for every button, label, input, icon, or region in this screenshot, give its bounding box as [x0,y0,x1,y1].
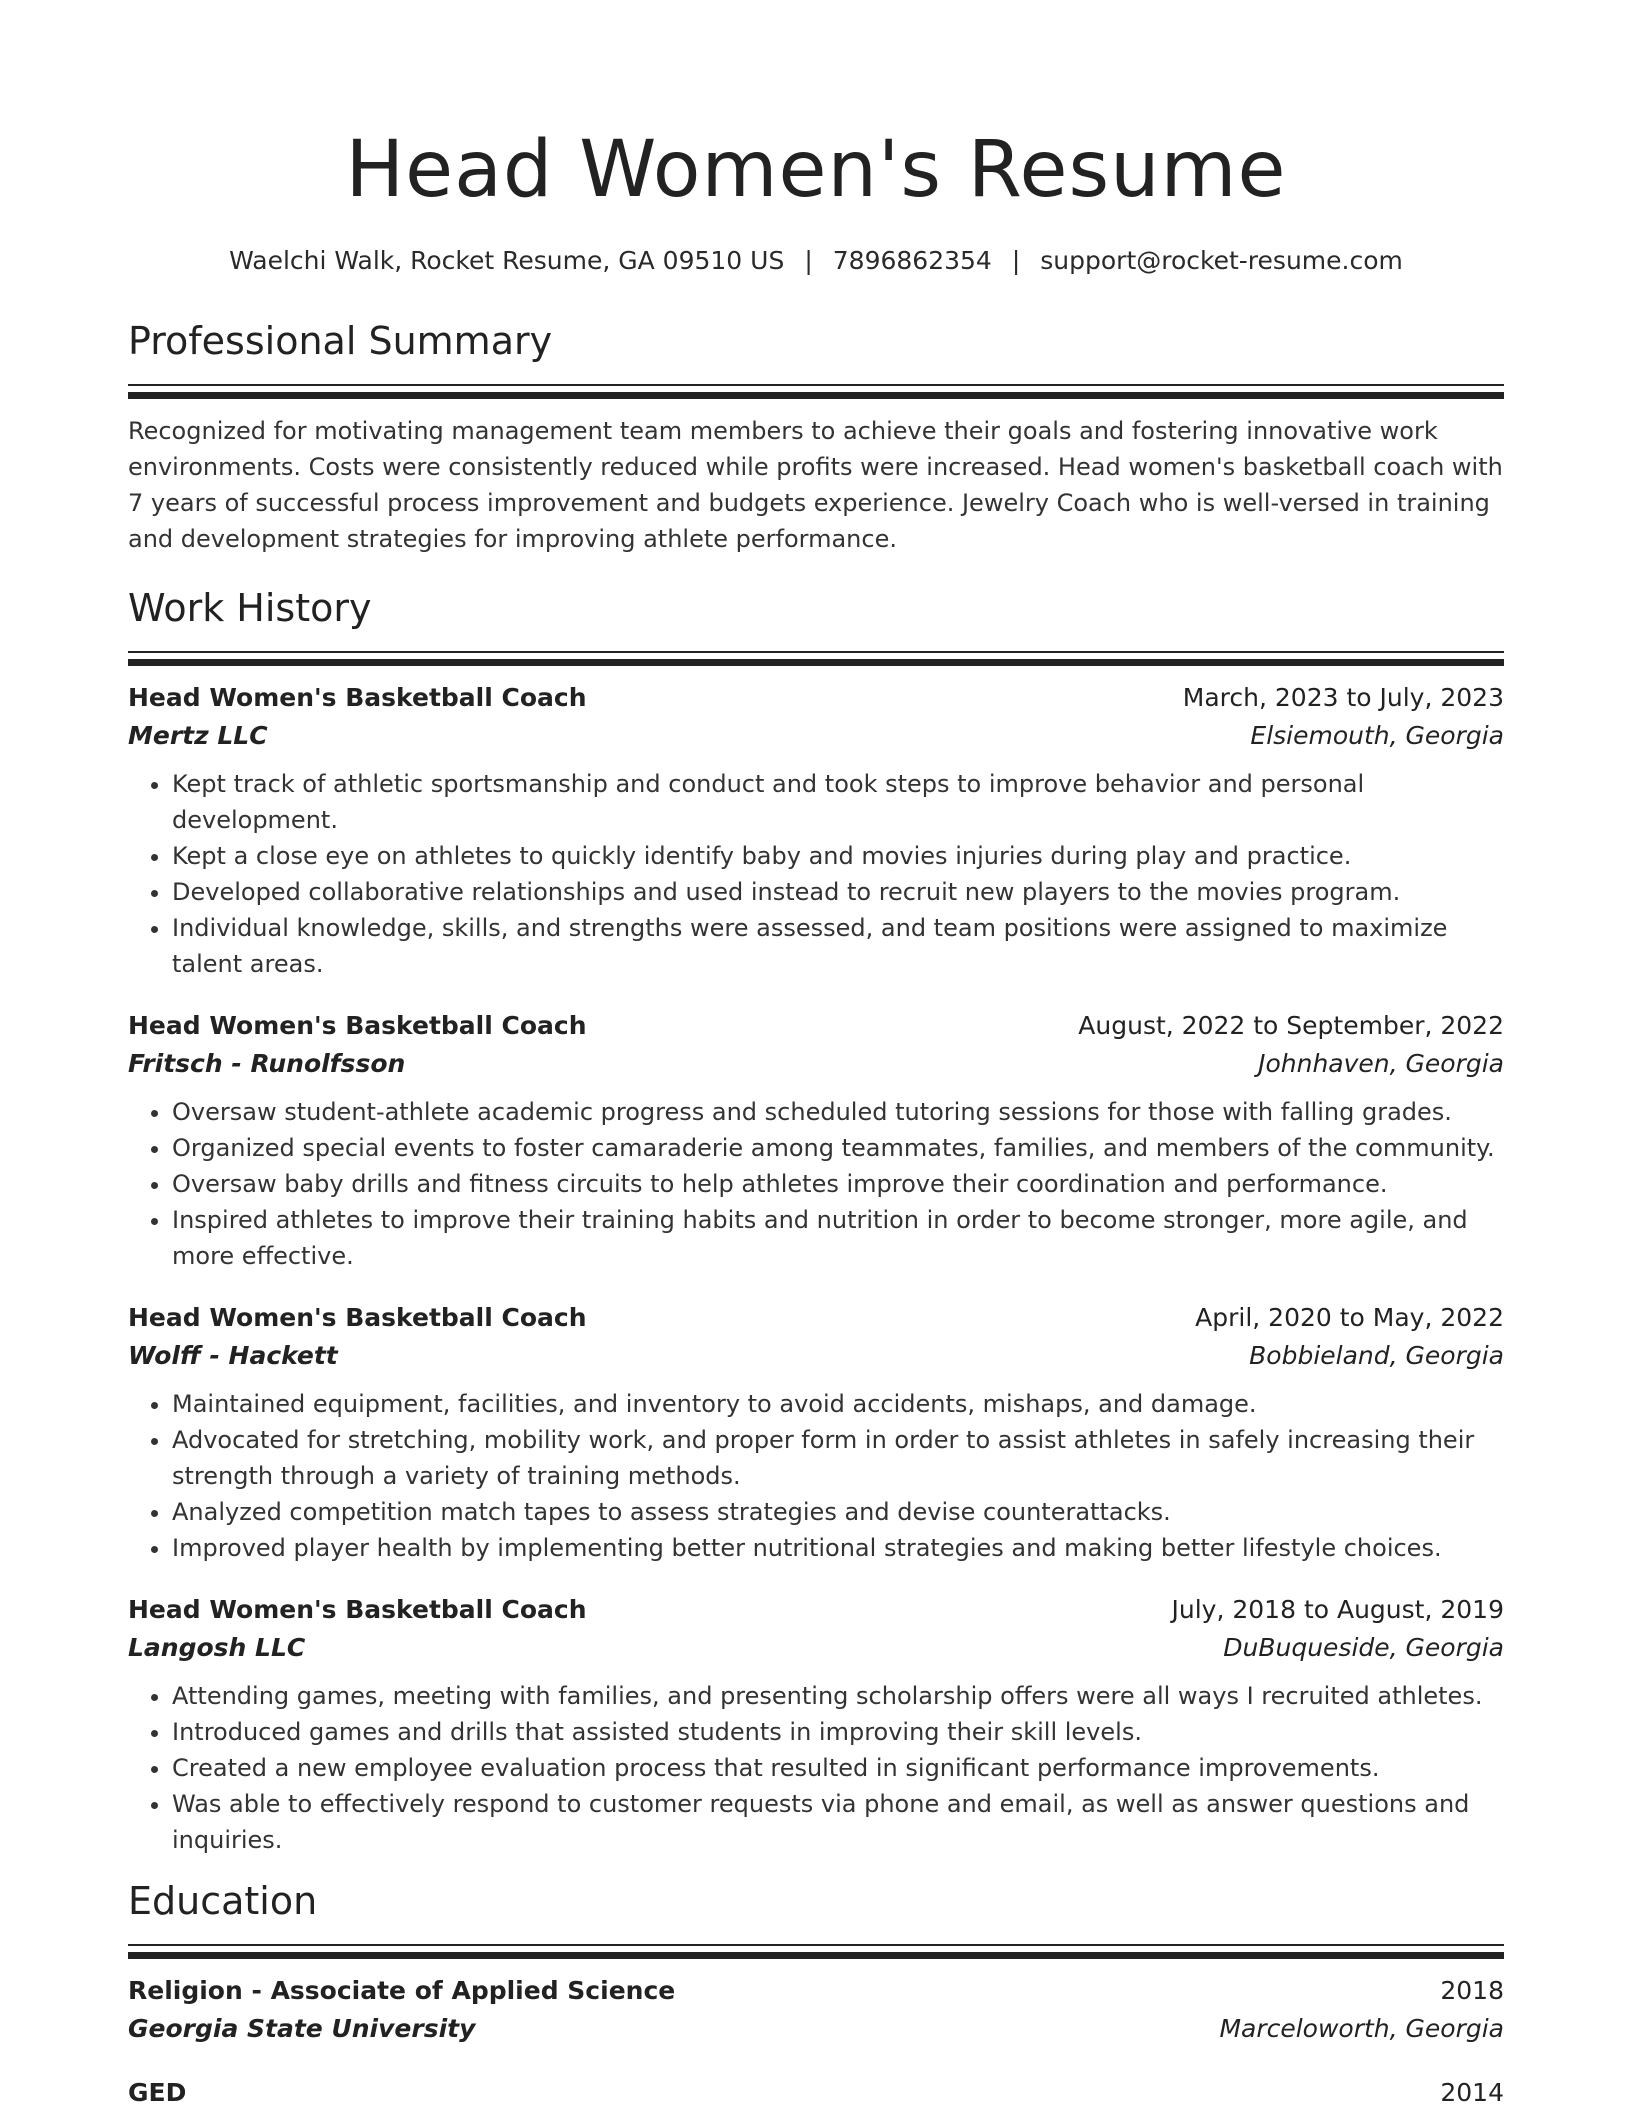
job-title: Head Women's Basketball Coach [128,1011,587,1040]
job-bullet: • Inspired athletes to improve their training habits and nutrition in order to become stronger, more agile, and more effective. [172,1202,1504,1274]
education-degree: GED [128,2078,187,2107]
job-dates: July, 2018 to August, 2019 [1171,1595,1504,1624]
education-entry [128,1973,1504,2049]
job-bullet: • Individual knowledge, skills, and strengths were assessed, and team positions were assigned to maximize talent areas. [172,910,1504,982]
education-year: 2018 [1440,1976,1504,2005]
job-title: Head Women's Basketball Coach [128,683,587,712]
job-bullet: • Attending games, meeting with families, and presenting scholarship offers were all ways I recruited athletes. [172,1678,1504,1714]
job-bullet: • Analyzed competition match tapes to assess strategies and devise counterattacks. [172,1494,1504,1530]
job-entry [128,1300,1504,1566]
education-location: Marceloworth, Georgia [1219,2014,1504,2043]
job-entry [128,1008,1504,1274]
job-bullets [128,1678,1504,1858]
contact-phone: 7896862354 [832,246,992,275]
job-bullet: • Advocated for stretching, mobility work, and proper form in order to assist athletes in safely increasing their strength through a variety of training methods. [172,1422,1504,1494]
job-bullets [128,1094,1504,1274]
job-bullet: • Kept a close eye on athletes to quickly identify baby and movies injuries during play and practice. [172,838,1504,874]
job-company: Langosh LLC [128,1633,306,1662]
job-bullets [128,766,1504,982]
job-location: Bobbieland, Georgia [1249,1341,1504,1370]
job-entry [128,1592,1504,1858]
job-bullet: • Kept track of athletic sportsmanship and conduct and took steps to improve behavior and personal development. [172,766,1504,838]
resume-title: Head Women's Resume [345,125,1287,215]
job-location: DuBuqueside, Georgia [1223,1633,1504,1662]
contact-address: Waelchi Walk, Rocket Resume, GA 09510 US [229,246,785,275]
contact-line [128,244,1504,278]
section-divider [128,384,1504,399]
job-bullet: • Organized special events to foster camaraderie among teammates, families, and members of the community. [172,1130,1504,1166]
education-heading: Education [128,1879,318,1923]
job-location: Elsiemouth, Georgia [1250,721,1504,750]
job-bullet: • Developed collaborative relationships and used instead to recruit new players to the movies program. [172,874,1504,910]
job-company: Wolff - Hackett [128,1341,338,1370]
education-entry [128,2075,1504,2111]
job-dates: April, 2020 to May, 2022 [1195,1303,1504,1332]
resume-page [128,0,1504,2111]
section-divider [128,651,1504,666]
summary-text: Recognized for motivating management team members to achieve their goals and fostering innovative work environments. Costs were consistently reduced while profits were increased. Head women's basketball coach with 7 years of successful process improvement and budgets experience. Jewelry Coach who is well-versed in training and development strategies for improving athlete performance. [128,417,1503,553]
education-degree: Religion - Associate of Applied Science [128,1976,676,2005]
education-year: 2014 [1440,2078,1504,2107]
job-bullet: • Was able to effectively respond to customer requests via phone and email, as well as answer questions and inquiries. [172,1786,1504,1858]
job-bullet: • Introduced games and drills that assisted students in improving their skill levels. [172,1714,1504,1750]
summary-heading: Professional Summary [128,319,553,363]
job-bullet: • Created a new employee evaluation process that resulted in significant performance improvements. [172,1750,1504,1786]
contact-separator: | [804,246,813,275]
job-title: Head Women's Basketball Coach [128,1303,587,1332]
job-dates: August, 2022 to September, 2022 [1078,1011,1504,1040]
job-bullet: • Improved player health by implementing better nutritional strategies and making better lifestyle choices. [172,1530,1504,1566]
job-location: Johnhaven, Georgia [1258,1049,1504,1078]
job-dates: March, 2023 to July, 2023 [1182,683,1504,712]
job-entry [128,680,1504,982]
job-bullets [128,1386,1504,1566]
job-bullet: • Maintained equipment, facilities, and inventory to avoid accidents, mishaps, and damage. [172,1386,1504,1422]
job-title: Head Women's Basketball Coach [128,1595,587,1624]
contact-separator: | [1011,246,1021,275]
work-history-heading: Work History [128,586,372,630]
job-company: Mertz LLC [128,721,268,750]
education-school: Georgia State University [128,2014,476,2043]
contact-email[interactable]: support@rocket-resume.com [1040,246,1403,275]
job-bullet: • Oversaw student-athlete academic progress and scheduled tutoring sessions for those with falling grades. [172,1094,1504,1130]
job-bullet: • Oversaw baby drills and fitness circuits to help athletes improve their coordination and performance. [172,1166,1504,1202]
job-company: Fritsch - Runolfsson [128,1049,406,1078]
section-divider [128,1944,1504,1959]
